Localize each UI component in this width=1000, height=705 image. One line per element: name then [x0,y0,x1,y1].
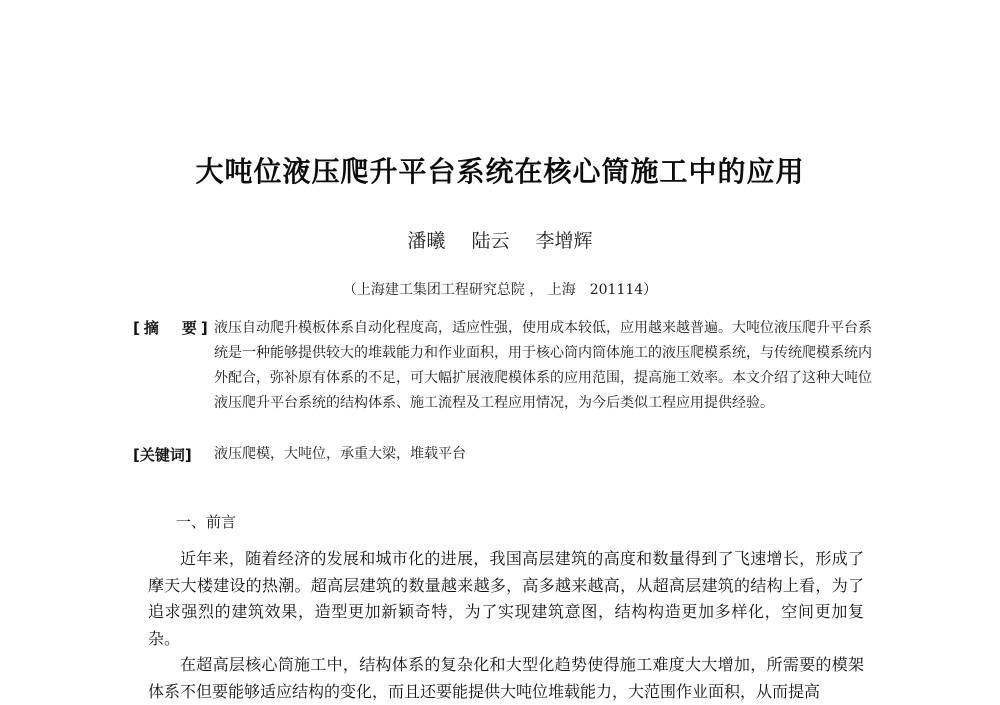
paragraph: 近年来，随着经济的发展和城市化的进展，我国高层建筑的高度和数量得到了飞速增长，形成了摩天大楼建设的热潮。超高层建筑的数量越来越多，高多越来越高，从超高层建筑的结构上看，为了追求强烈的建筑效果，造型更加新颖奇特，为了实现建筑意图，结构构造更加多样化，空间更加复杂。 [148,549,864,648]
abstract-label: [摘 要] [133,319,212,337]
body-text [148,546,864,705]
author-name: 潘曦 [407,230,446,252]
keywords-text: 液压爬模，大吨位，承重大梁，堆载平台 [214,446,466,462]
keywords-label: [关键词] [133,446,192,464]
section-heading: 一、前言 [176,513,237,531]
paragraph: 在超高层核心筒施工中，结构体系的复杂化和大型化趋势使得施工难度大大增加，所需要的模架体系不但要能够适应结构的变化，而且还要能提供大吨位堆载能力，大范围作业面积，从而提高 [148,655,864,701]
author-name: 陆云 [471,230,510,252]
abstract-text: 液压自动爬升模板体系自动化程度高，适应性强，使用成本较低，应用越来越普遍。大吨位液压爬升平台系统是一种能够提供较大的堆载能力和作业面积，用于核心筒内筒体施工的液压爬模系统，与传统爬模系统内外配合，弥补原有体系的不足，可大幅扩展液爬模体系的应用范围，提高施工效率。本文介绍了这种大吨位液压爬升平台系统的结构体系、施工流程及工程应用情况，为今后类似工程应用提供经验。 [214,320,872,411]
author-name: 李增辉 [535,230,593,252]
paper-title: 大吨位液压爬升平台系统在核心筒施工中的应用 [195,155,805,188]
affiliation: （上海建工集团工程研究总院 ， 上海 201114） [342,282,658,298]
author-list [0,226,1000,253]
